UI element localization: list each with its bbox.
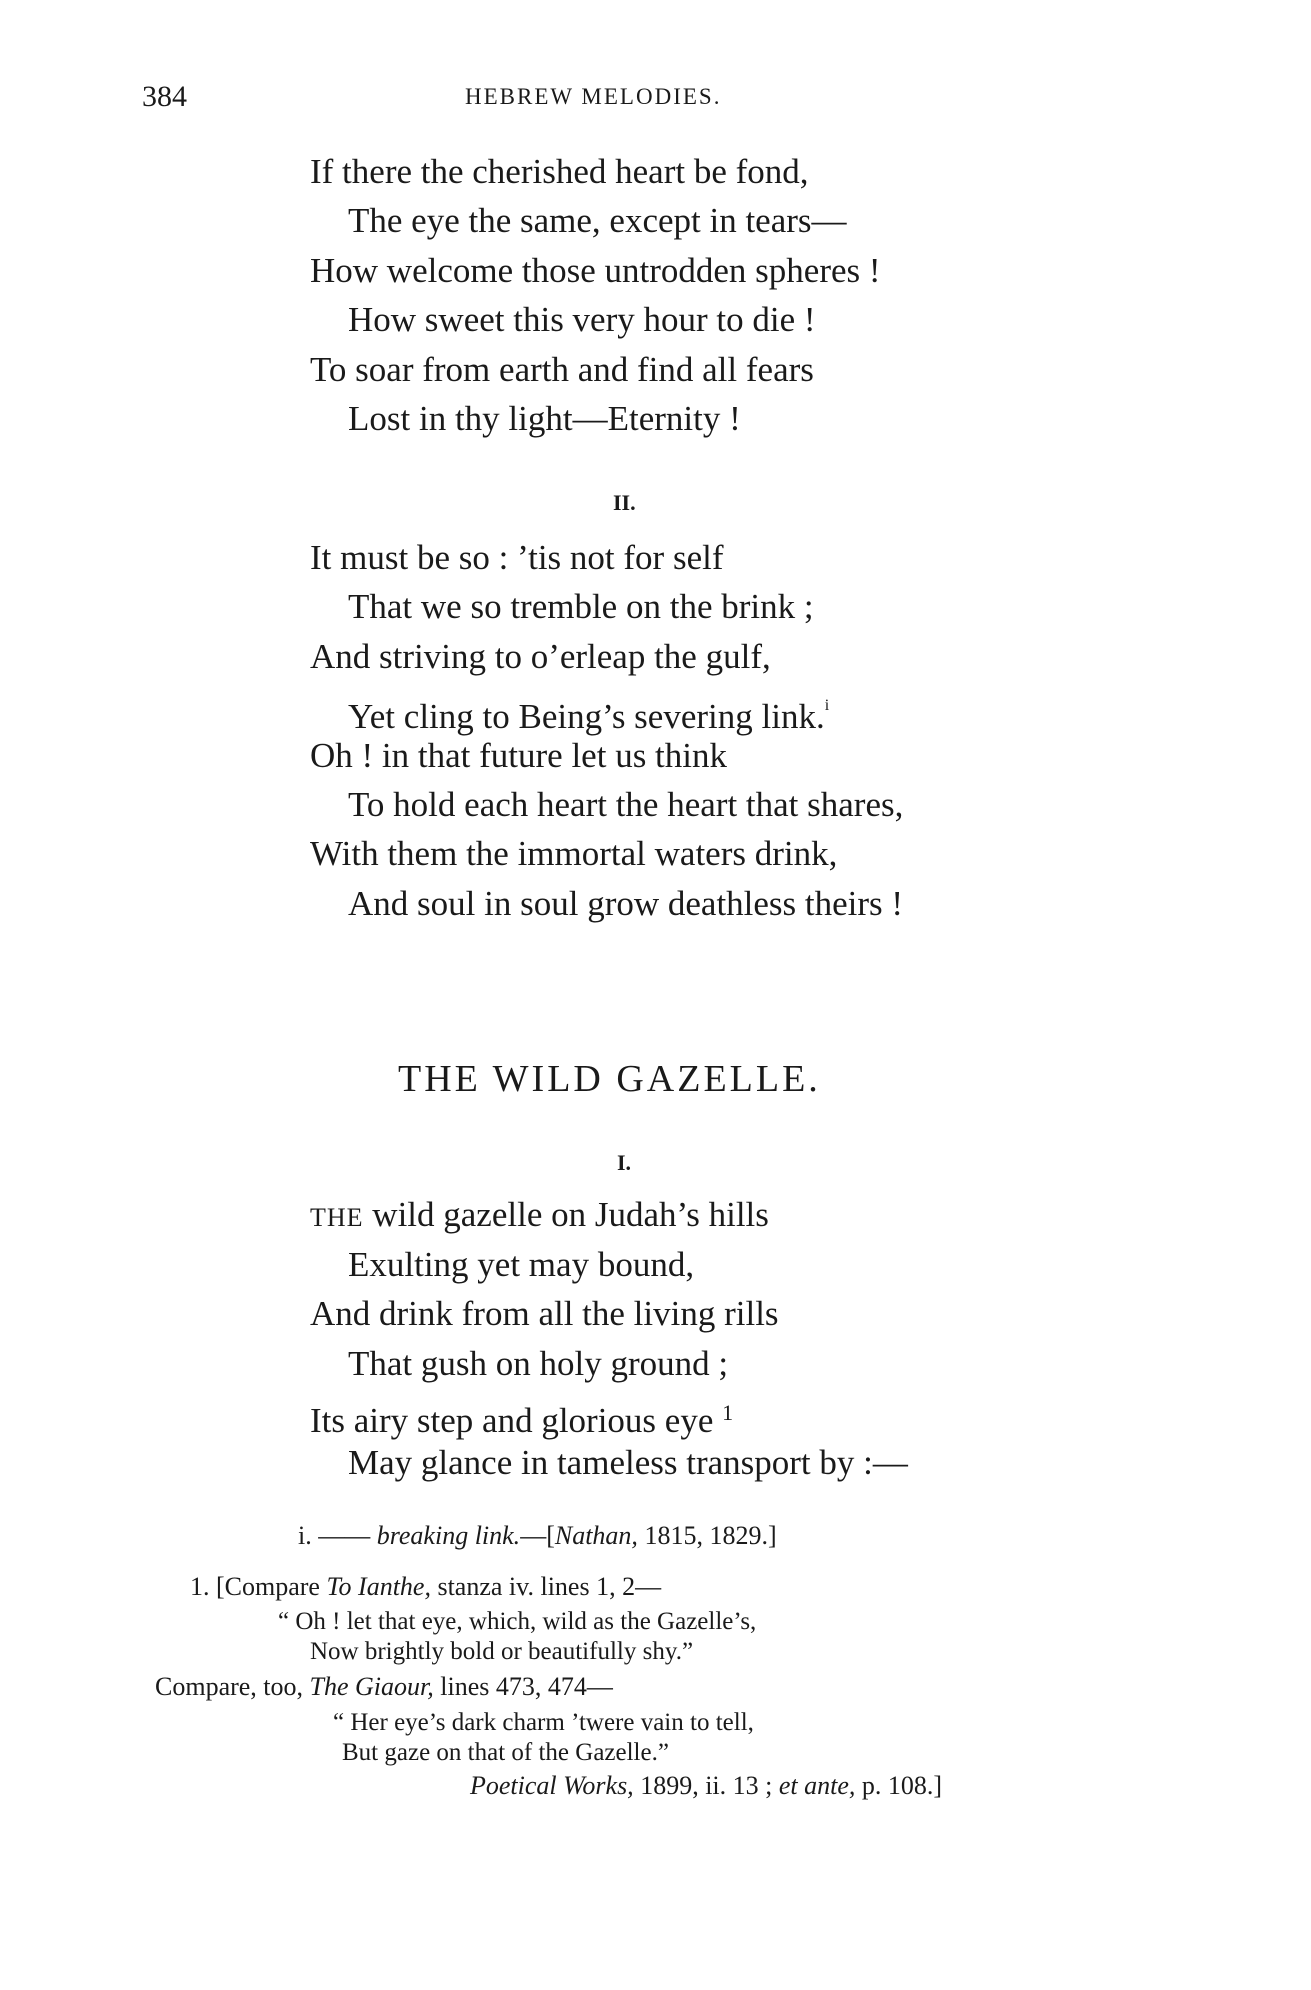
poem-title: THE WILD GAZELLE. <box>398 1058 821 1100</box>
drop-caps-word: THE <box>310 1203 364 1232</box>
verse-line: Yet cling to Being’s severing link.$^i$ <box>348 697 830 736</box>
verse-line: How sweet this very hour to die ! <box>348 300 816 339</box>
variant-marker: i <box>824 697 830 714</box>
verse-line: How welcome those untrodden spheres ! <box>310 251 881 290</box>
verse-line: With them the immortal waters drink, <box>310 834 838 873</box>
verse-line: That we so tremble on the brink ; <box>348 587 814 626</box>
verse-line: Lost in thy light—Eternity ! <box>348 399 741 438</box>
variant-note: i. —— breaking link.—[Nathan, 1815, 1829.] <box>298 1521 777 1550</box>
verse-line: Oh ! in that future let us think <box>310 736 728 775</box>
footnote-quote: Now brightly bold or beautifully shy.” <box>310 1638 694 1665</box>
footnote: 1. [Compare To Ianthe, stanza iv. lines 1, 2— <box>190 1572 662 1601</box>
verse-line: And striving to o’erleap the gulf, <box>310 637 771 676</box>
verse-line: If there the cherished heart be fond, <box>310 152 809 191</box>
footnote-marker: 1 <box>722 1400 734 1425</box>
footnote-compare: Compare, too, The Giaour, lines 473, 474— <box>155 1672 613 1701</box>
stanza-number: I. <box>617 1150 632 1175</box>
running-title: HEBREW MELODIES. <box>465 84 722 109</box>
footnote-citation: Poetical Works, 1899, ii. 13 ; et ante, p. 108.] <box>470 1771 943 1800</box>
page-number: 384 <box>142 80 187 113</box>
verse-line: The eye the same, except in tears— <box>348 201 847 240</box>
verse-line: Its airy step and glorious eye $^1$ <box>310 1400 734 1440</box>
verse-line: May glance in tameless transport by :— <box>348 1443 908 1482</box>
verse-line: THE wild gazelle on Judah’s hills <box>310 1195 769 1234</box>
stanza-number: II. <box>613 490 636 515</box>
footnote-quote: “ Her eye’s dark charm ’twere vain to tell, <box>333 1709 754 1736</box>
verse-line: To hold each heart the heart that shares, <box>348 785 904 824</box>
verse-line: To soar from earth and find all fears <box>310 350 814 389</box>
footnote-quote: But gaze on that of the Gazelle.” <box>342 1739 669 1766</box>
verse-line: It must be so : ’tis not for self <box>310 538 724 577</box>
footnote-quote: “ Oh ! let that eye, which, wild as the Gazelle’s, <box>278 1608 757 1635</box>
verse-line: And soul in soul grow deathless theirs ! <box>348 884 904 923</box>
verse-line: And drink from all the living rills <box>310 1294 779 1333</box>
verse-line: Exulting yet may bound, <box>348 1245 695 1284</box>
verse-line: That gush on holy ground ; <box>348 1344 729 1383</box>
